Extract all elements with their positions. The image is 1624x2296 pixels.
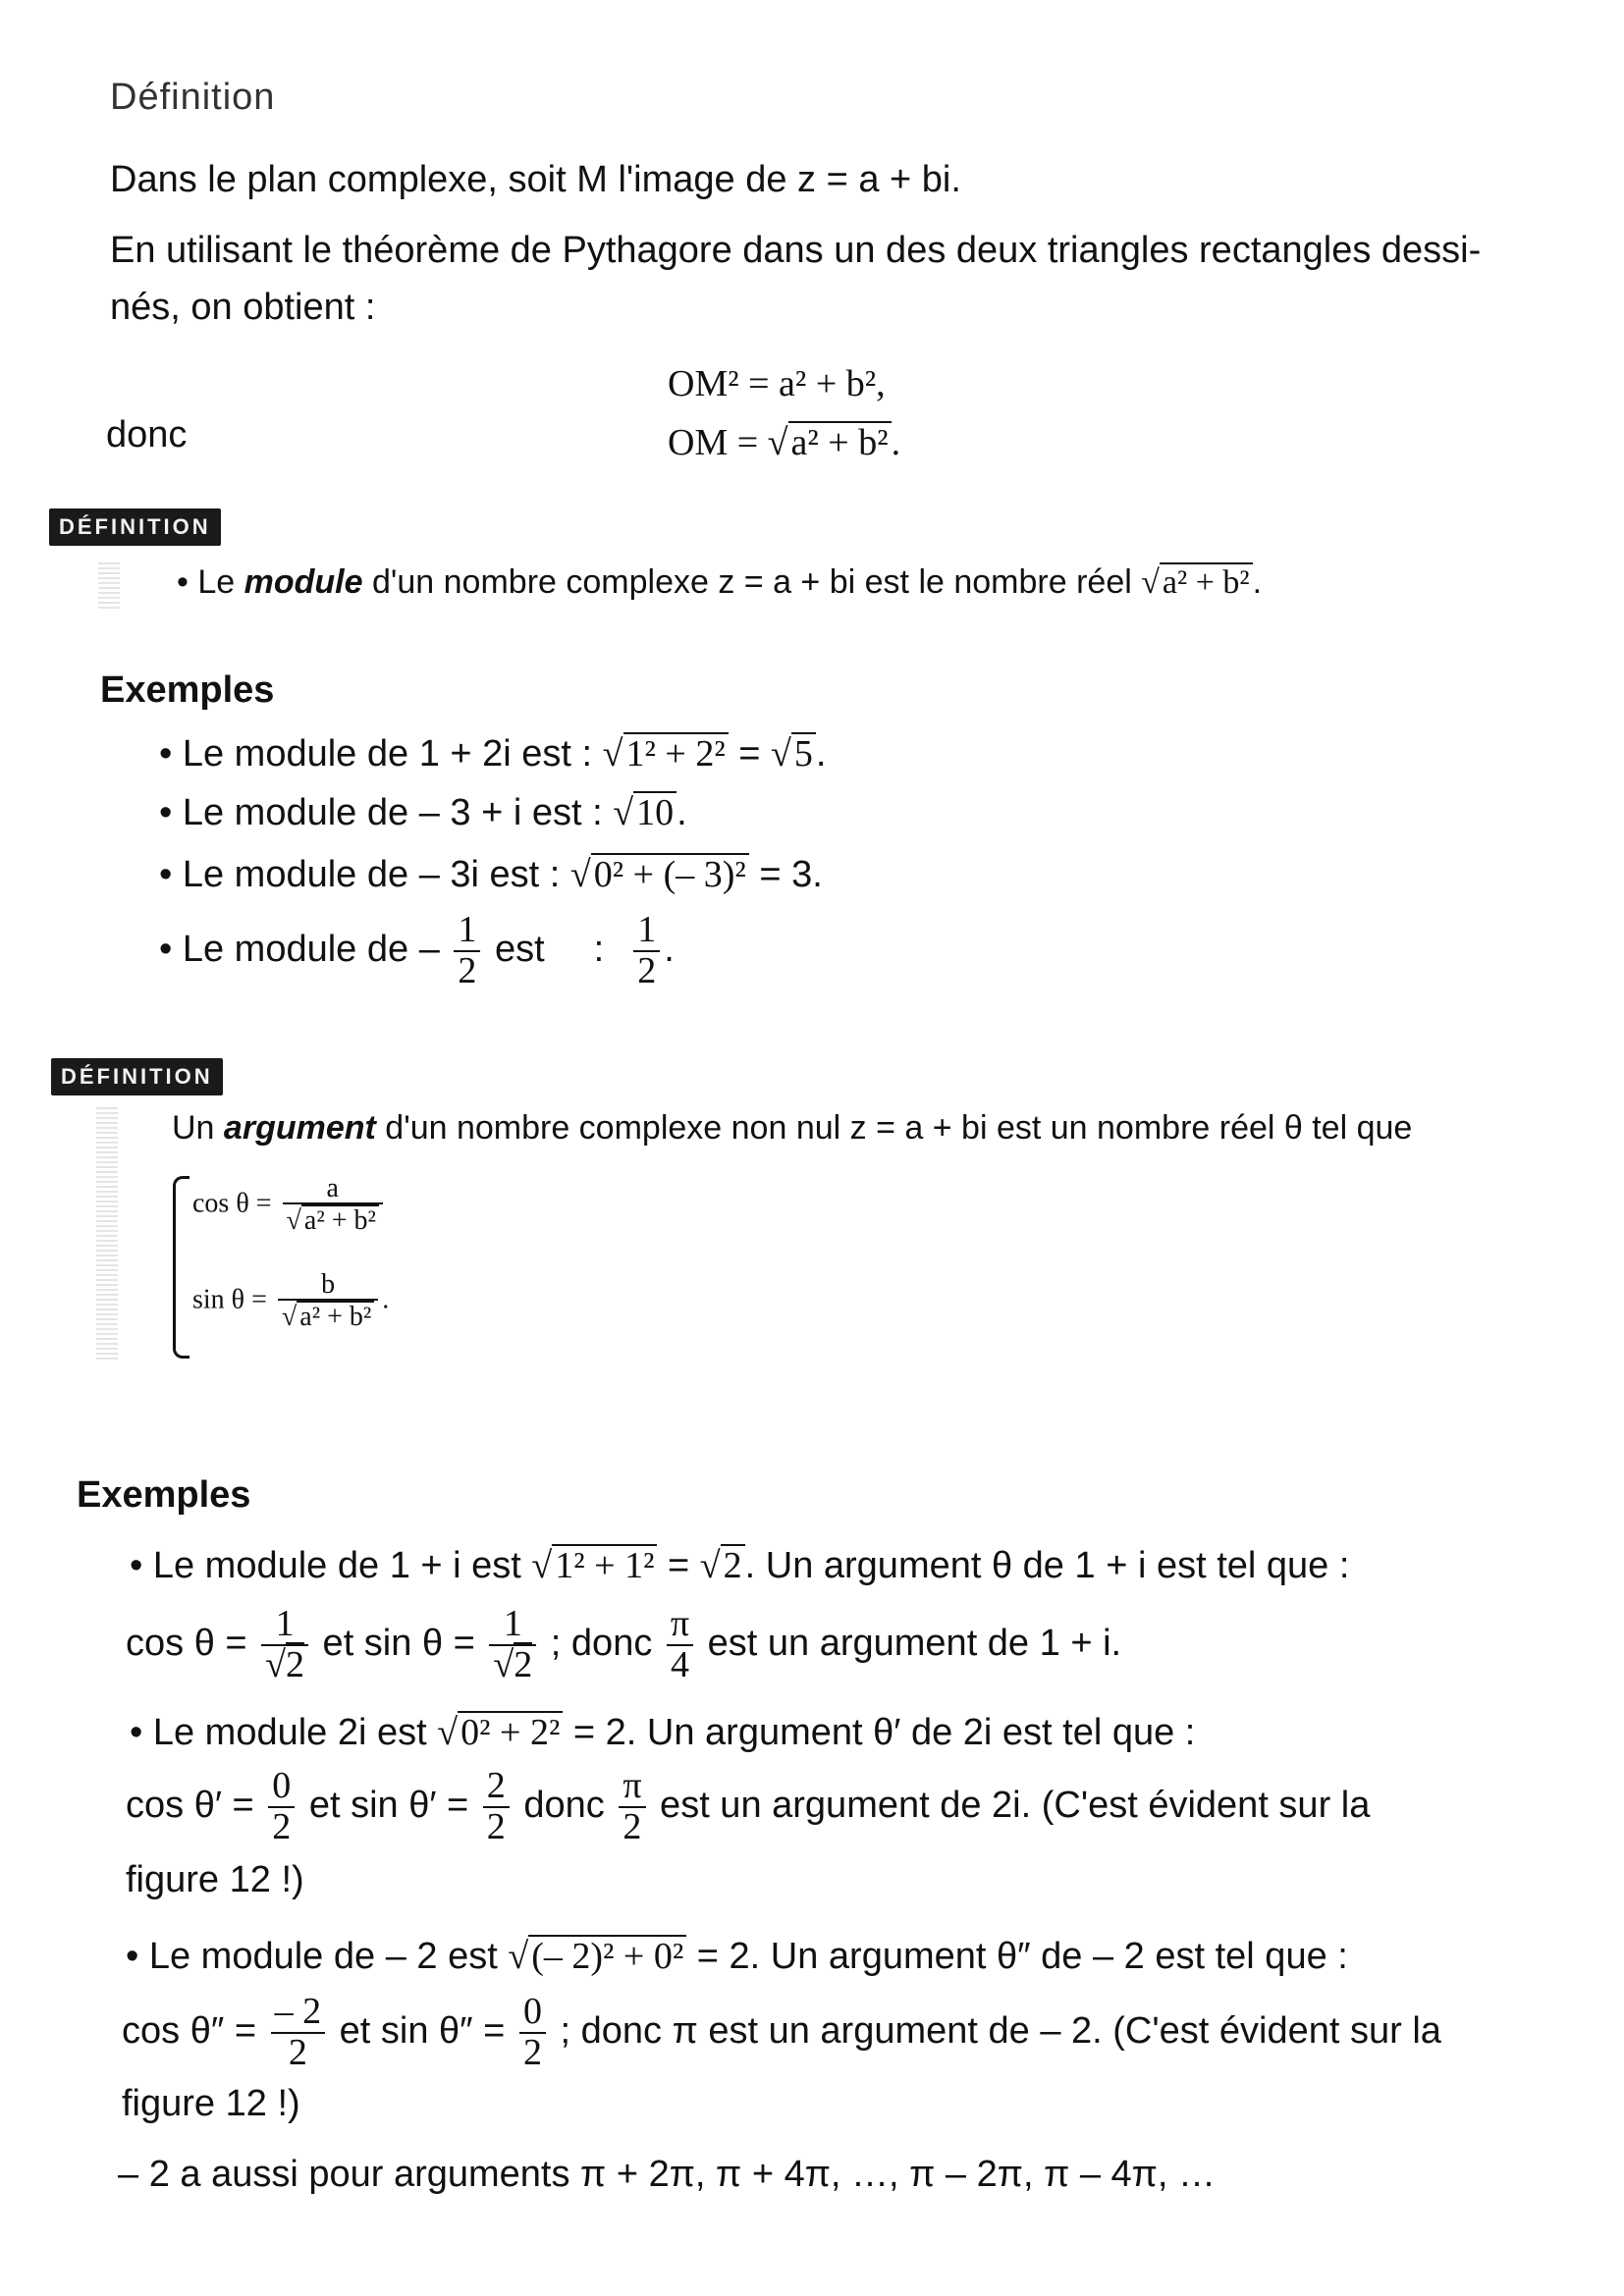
- sqrt-symbol: √a² + b²: [768, 420, 892, 465]
- fraction-numerator: 1: [503, 1603, 522, 1644]
- fraction-denominator: 2: [458, 949, 477, 991]
- example1-item-1-radicand: 1² + 2²: [623, 732, 729, 775]
- sqrt-symbol: √1² + 1²: [531, 1543, 657, 1588]
- text-span: . Un argument θ de 1 + i est tel que :: [744, 1545, 1350, 1586]
- text-span: • Le module de 1 + i est: [130, 1545, 532, 1586]
- fraction: [454, 911, 480, 991]
- example1-item-4-label-b: est: [484, 928, 545, 970]
- examples-title-2: Exemples: [77, 1474, 251, 1516]
- example1-item-2-end: .: [677, 792, 687, 833]
- def2-term-argument: argument: [223, 1109, 376, 1147]
- text-span: est un argument de 1 + i.: [697, 1622, 1122, 1664]
- equation-om-lhs: OM =: [668, 422, 768, 463]
- fraction-denominator: 2: [522, 2031, 542, 2073]
- fraction-numerator: – 2: [274, 1991, 322, 2032]
- definition-module: [177, 561, 1262, 604]
- text-span: ; donc: [540, 1622, 663, 1664]
- example1-item-3-label: • Le module de – 3i est :: [159, 854, 570, 895]
- fraction-denominator: 2: [288, 2031, 307, 2073]
- equation-om-radicand: a² + b²: [788, 421, 892, 464]
- radicand: 2: [721, 1544, 745, 1587]
- equation-om-squared: OM² = a² + b²,: [668, 363, 886, 404]
- example1-item-2-radicand: 10: [633, 791, 677, 834]
- example2-2-line-2: [126, 1767, 1370, 1847]
- fraction: [268, 1767, 295, 1847]
- sqrt-symbol: √0² + 2²: [437, 1710, 563, 1755]
- fraction-numerator: π: [670, 1603, 690, 1644]
- system-sin-lhs: sin θ =: [192, 1284, 274, 1315]
- definition-sidebar-1: [98, 560, 120, 609]
- fraction-denominator: 2: [486, 1805, 506, 1847]
- system-sin-end: .: [382, 1284, 390, 1315]
- radicand: (– 2)² + 0²: [528, 1935, 686, 1978]
- fraction: [483, 1767, 510, 1847]
- sqrt-symbol: √ a² + b²: [287, 1204, 379, 1237]
- definition-argument: [172, 1107, 1412, 1148]
- radicand: 1² + 1²: [552, 1544, 657, 1587]
- fraction-numerator: 1: [458, 909, 477, 950]
- example1-item-3-radicand: 0² + (– 3)²: [591, 853, 749, 896]
- system-cos-radicand: a² + b²: [301, 1204, 379, 1237]
- def1-middle: d'un nombre complexe z = a + bi est le nombre réel: [362, 563, 1142, 601]
- example1-item-4-colon: :: [593, 928, 605, 970]
- example1-item-1-end: .: [815, 733, 827, 774]
- fraction-numerator: b: [321, 1269, 336, 1300]
- fraction-denominator: 2: [623, 1805, 642, 1847]
- intro-line-3: nés, on obtient :: [110, 287, 376, 328]
- fraction-numerator: π: [623, 1765, 642, 1806]
- section-heading: Définition: [110, 77, 276, 118]
- fraction: [271, 1993, 326, 2073]
- fraction: [278, 1270, 378, 1333]
- example1-item-2: [159, 790, 687, 835]
- fraction-denominator: √2: [265, 1643, 304, 1685]
- example1-item-3-end: = 3.: [748, 854, 823, 895]
- equation-om: [668, 420, 900, 465]
- radicand: 2: [514, 1643, 533, 1685]
- text-span: cos θ =: [126, 1622, 258, 1664]
- radicand: 0² + 2²: [458, 1711, 563, 1754]
- example2-2-line-1: [130, 1710, 1195, 1755]
- examples-title-1: Exemples: [100, 669, 275, 711]
- example1-item-2-label: • Le module de – 3 + i est :: [159, 792, 614, 833]
- text-span: • Le module 2i est: [130, 1712, 438, 1753]
- def1-end: .: [1252, 563, 1263, 601]
- example2-2-line-3: figure 12 !): [126, 1859, 304, 1900]
- radicand: 2: [286, 1643, 304, 1685]
- sqrt-symbol: √0² + (– 3)²: [570, 852, 749, 897]
- text-span: cos θ″ =: [122, 2009, 267, 2052]
- text-span: et sin θ′ =: [298, 1784, 479, 1826]
- example2-1-line-2: [126, 1605, 1121, 1685]
- text-span: donc: [513, 1784, 616, 1826]
- text-span: = 2. Un argument θ″ de – 2 est tel que :: [686, 1936, 1348, 1977]
- definition-sidebar-2: [96, 1104, 118, 1360]
- sqrt-symbol: √1² + 2²: [603, 731, 729, 776]
- text-span: et sin θ″ =: [329, 2009, 515, 2052]
- fraction-denominator: 2: [272, 1805, 292, 1847]
- fraction-numerator: a: [326, 1173, 339, 1203]
- text-span: ; donc π est un argument de – 2. (C'est évident sur la: [549, 2009, 1441, 2052]
- sqrt-symbol: √(– 2)² + 0²: [508, 1934, 686, 1979]
- fraction-denominator: 4: [670, 1643, 689, 1685]
- fraction-denominator: 2: [637, 949, 657, 991]
- fraction-numerator: 1: [637, 909, 657, 950]
- example1-item-1-mid: =: [728, 733, 772, 774]
- system-sin-radicand: a² + b²: [297, 1301, 374, 1333]
- intro-line-2: En utilisant le théorème de Pythagore dans un des deux triangles rectangles dessi-: [110, 230, 1482, 271]
- example2-3-line-2: [122, 1993, 1441, 2073]
- fraction: [519, 1993, 546, 2073]
- text-span: = 2. Un argument θ′ de 2i est tel que :: [563, 1712, 1196, 1753]
- def1-prefix: • Le: [177, 563, 244, 601]
- example2-1-line-1: [130, 1543, 1349, 1588]
- example1-item-1: [159, 731, 826, 776]
- example2-3-line-3: figure 12 !): [122, 2083, 300, 2124]
- sqrt-symbol: √ a² + b²: [282, 1301, 374, 1333]
- fraction-numerator: 2: [486, 1765, 506, 1806]
- system-cos-line: [192, 1174, 387, 1237]
- donc-label: donc: [106, 414, 188, 455]
- system-brace: [173, 1176, 189, 1359]
- def1-radicand: a² + b²: [1160, 562, 1253, 601]
- fraction: [619, 1767, 645, 1847]
- text-span: cos θ′ =: [126, 1784, 265, 1826]
- sqrt-symbol: √2: [700, 1543, 745, 1588]
- text-span: est un argument de 2i. (C'est évident sur la: [649, 1784, 1371, 1826]
- fraction-denominator: √2: [493, 1643, 533, 1685]
- fraction: [489, 1605, 536, 1685]
- example1-item-1-label: • Le module de 1 + 2i est :: [159, 733, 603, 774]
- example1-item-4-end: .: [664, 928, 675, 970]
- fraction-numerator: 0: [272, 1765, 292, 1806]
- equation-om-end: .: [891, 422, 901, 463]
- example1-item-4: [159, 911, 675, 991]
- text-span: • Le module de – 2 est: [126, 1936, 509, 1977]
- fraction: [283, 1174, 383, 1237]
- text-span: et sin θ =: [312, 1622, 486, 1664]
- fraction-numerator: 1: [275, 1603, 295, 1644]
- sqrt-symbol: √a² + b²: [1141, 562, 1252, 604]
- fraction-numerator: 0: [522, 1991, 542, 2032]
- sqrt-symbol: √10: [613, 790, 677, 835]
- fraction-denominator: [283, 1204, 383, 1237]
- definition-badge-1: DÉFINITION: [49, 508, 221, 546]
- def1-term-module: module: [244, 563, 363, 601]
- example2-3-line-1: [126, 1934, 1348, 1979]
- sqrt-symbol: √5: [771, 731, 816, 776]
- intro-line-1: Dans le plan complexe, soit M l'image de z = a + bi.: [110, 159, 961, 200]
- fraction: [633, 911, 660, 991]
- definition-badge-2: DÉFINITION: [51, 1058, 223, 1095]
- system-sin-line: [192, 1270, 389, 1333]
- example1-item-4-label-a: • Le module de –: [159, 928, 451, 970]
- example1-item-3: [159, 852, 823, 897]
- def2-rest: d'un nombre complexe non nul z = a + bi est un nombre réel θ tel que: [375, 1109, 1413, 1147]
- text-span: =: [657, 1545, 700, 1586]
- fraction: [667, 1605, 693, 1685]
- final-arguments-line: – 2 a aussi pour arguments π + 2π, π + 4π, …, π – 2π, π – 4π, …: [118, 2154, 1217, 2195]
- system-cos-lhs: cos θ =: [192, 1188, 279, 1219]
- example1-item-1-radicand-2: 5: [791, 732, 816, 775]
- fraction: [261, 1605, 308, 1685]
- fraction-denominator: [278, 1301, 378, 1333]
- def2-prefix: Un: [172, 1109, 224, 1147]
